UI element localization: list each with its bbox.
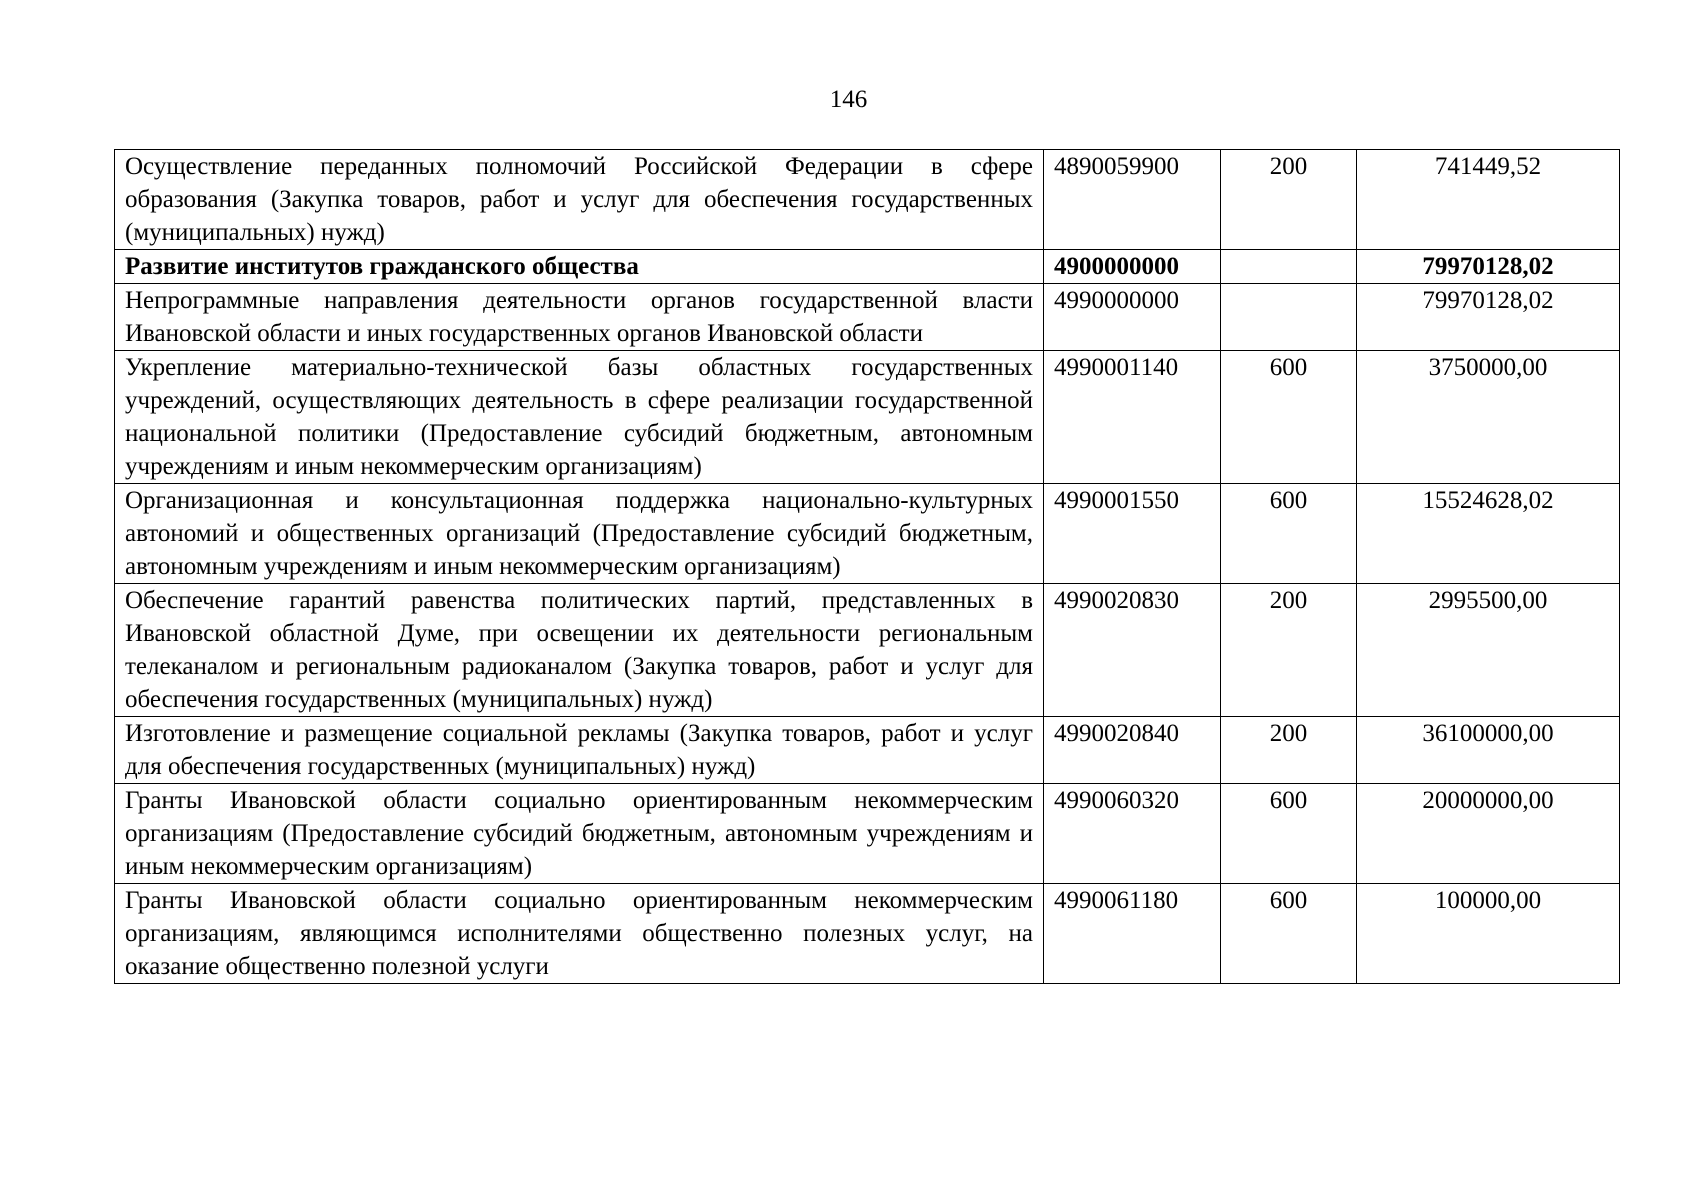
row-expense-type: 200 bbox=[1221, 717, 1357, 784]
row-code: 4990061180 bbox=[1044, 884, 1221, 984]
row-sum: 3750000,00 bbox=[1357, 351, 1620, 484]
row-expense-type: 600 bbox=[1221, 784, 1357, 884]
table-row-section bbox=[115, 250, 1620, 284]
row-code: 4990001140 bbox=[1044, 351, 1221, 484]
row-expense-type: 600 bbox=[1221, 884, 1357, 984]
row-name: Изготовление и размещение социальной рекламы (Закупка товаров, работ и услуг для обеспечения государственных (муниципальных) нужд) bbox=[115, 717, 1044, 784]
row-sum: 79970128,02 bbox=[1357, 250, 1620, 284]
budget-table bbox=[114, 149, 1620, 984]
table-row bbox=[115, 484, 1620, 584]
table-row bbox=[115, 717, 1620, 784]
row-name: Гранты Ивановской области социально ориентированным некоммерческим организациям (Предоставление субсидий бюджетным, автономным учреждениям и иным некоммерческим организациям) bbox=[115, 784, 1044, 884]
row-sum: 100000,00 bbox=[1357, 884, 1620, 984]
row-code: 4890059900 bbox=[1044, 150, 1221, 250]
row-code: 4990060320 bbox=[1044, 784, 1221, 884]
row-sum: 741449,52 bbox=[1357, 150, 1620, 250]
row-code: 4990001550 bbox=[1044, 484, 1221, 584]
row-sum: 79970128,02 bbox=[1357, 284, 1620, 351]
row-name: Обеспечение гарантий равенства политических партий, представленных в Ивановской областной Думе, при освещении их деятельности региональным телеканалом и региональным радиоканалом (Закупка товаров, работ и услуг для обеспечения государственных (муниципальных) нужд) bbox=[115, 584, 1044, 717]
table-row bbox=[115, 351, 1620, 484]
row-code: 4900000000 bbox=[1044, 250, 1221, 284]
table-row bbox=[115, 284, 1620, 351]
row-sum: 20000000,00 bbox=[1357, 784, 1620, 884]
table-row bbox=[115, 784, 1620, 884]
row-sum: 36100000,00 bbox=[1357, 717, 1620, 784]
row-code: 4990000000 bbox=[1044, 284, 1221, 351]
row-name: Осуществление переданных полномочий Российской Федерации в сфере образования (Закупка товаров, работ и услуг для обеспечения государственных (муниципальных) нужд) bbox=[115, 150, 1044, 250]
row-name: Укрепление материально-технической базы областных государственных учреждений, осуществляющих деятельность в сфере реализации государственной национальной политики (Предоставление субсидий бюджетным, автономным учреждениям и иным некоммерческим организациям) bbox=[115, 351, 1044, 484]
row-code: 4990020840 bbox=[1044, 717, 1221, 784]
table-row bbox=[115, 884, 1620, 984]
row-name: Непрограммные направления деятельности органов государственной власти Ивановской области и иных государственных органов Ивановской области bbox=[115, 284, 1044, 351]
row-name: Гранты Ивановской области социально ориентированным некоммерческим организациям, являющимся исполнителями общественно полезных услуг, на оказание общественно полезной услуги bbox=[115, 884, 1044, 984]
row-expense-type: 600 bbox=[1221, 351, 1357, 484]
row-sum: 15524628,02 bbox=[1357, 484, 1620, 584]
row-expense-type: 600 bbox=[1221, 484, 1357, 584]
table-row bbox=[115, 584, 1620, 717]
row-sum: 2995500,00 bbox=[1357, 584, 1620, 717]
page-number: 146 bbox=[829, 86, 868, 113]
row-expense-type: 200 bbox=[1221, 150, 1357, 250]
row-expense-type: 200 bbox=[1221, 584, 1357, 717]
row-name: Организационная и консультационная поддержка национально-культурных автономий и общественных организаций (Предоставление субсидий бюджетным, автономным учреждениям и иным некоммерческим организациям) bbox=[115, 484, 1044, 584]
row-expense-type bbox=[1221, 250, 1357, 284]
row-code: 4990020830 bbox=[1044, 584, 1221, 717]
row-name: Развитие институтов гражданского общества bbox=[115, 250, 1044, 284]
row-expense-type bbox=[1221, 284, 1357, 351]
table-row bbox=[115, 150, 1620, 250]
